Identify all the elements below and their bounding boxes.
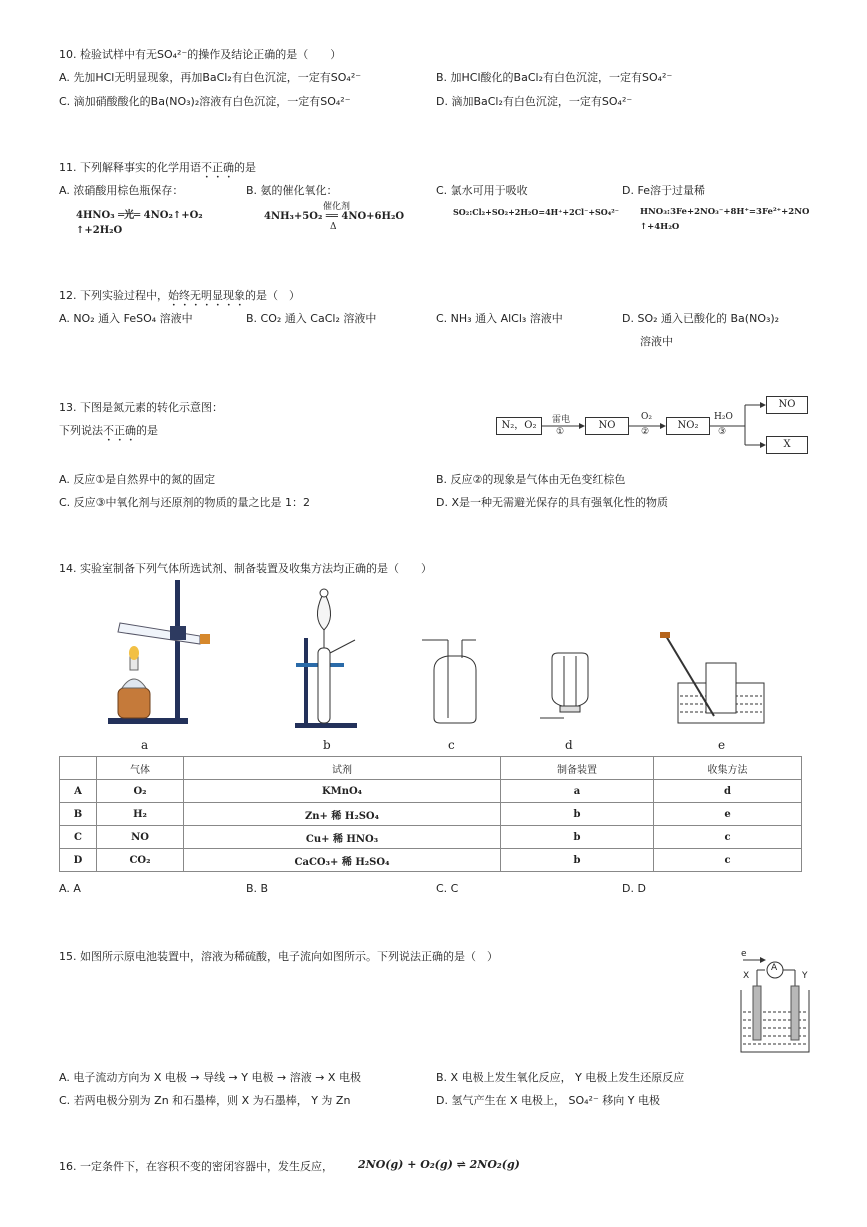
q11-option-d[interactable]: D. Fe溶于过量稀 (622, 184, 705, 197)
fig-label-e: e (741, 949, 747, 959)
table-row (60, 780, 802, 803)
table-cell: b (501, 849, 654, 872)
q13-option-a[interactable]: A. 反应①是自然界中的氮的固定 (59, 473, 216, 486)
table-header-row (60, 757, 802, 780)
q11-b-equation: 4NH₃+5O₂ ══ 4NO+6H₂O (264, 211, 405, 222)
q12-option-b[interactable]: B. CO₂ 通入 CaCl₂ 溶液中 (246, 312, 377, 325)
apparatus-label-e: e (718, 738, 726, 752)
apparatus-label-c: c (448, 738, 455, 752)
label-step-3: ③ (718, 427, 727, 437)
q11-option-b[interactable]: B. 氨的催化氧化： (246, 184, 338, 197)
fig-label-x: X (743, 971, 750, 981)
q11-a-equation-1: 4HNO₃ ═光═ 4NO₂↑+O₂ (76, 210, 203, 221)
table-cell: e (654, 803, 802, 826)
q16-stem: 16. 一定条件下，在容积不变的密闭容器中，发生反应， (59, 1160, 333, 1173)
table-cell: Cu+ 稀 HNO₃ (184, 826, 501, 849)
header-cell: 试剂 (184, 757, 501, 780)
q13-option-b[interactable]: B. 反应②的现象是气体由无色变红棕色 (436, 473, 626, 486)
apparatus-label-a: a (141, 738, 149, 752)
table-cell: NO (97, 826, 184, 849)
table-cell: CO₂ (97, 849, 184, 872)
q13-option-c[interactable]: C. 反应③中氧化剂与还原剂的物质的量之比是 1：2 (59, 496, 311, 509)
table-cell: H₂ (97, 803, 184, 826)
label-step-1: ① (556, 427, 565, 437)
table-cell: d (654, 780, 802, 803)
table-row (60, 803, 802, 826)
q14-apparatus-figure (100, 578, 800, 738)
q11-option-c[interactable]: C. 氯水可用于吸收 (436, 184, 528, 197)
q13-stem: 13. 下图是氮元素的转化示意图： (59, 401, 223, 414)
q13-option-d[interactable]: D. X是一种无需避光保存的具有强氧化性的物质 (436, 496, 668, 509)
diagram-arrows (540, 400, 770, 460)
q10-option-c[interactable]: C. 滴加硝酸酸化的Ba(NO₃)₂溶液有白色沉淀，一定有SO₄²⁻ (59, 95, 351, 108)
label-o2: O₂ (641, 412, 652, 422)
apparatus-label-d: d (565, 738, 573, 752)
q15-option-b[interactable]: B. X 电极上发生氧化反应， Y 电极上发生还原反应 (436, 1071, 685, 1084)
q12-option-d[interactable]: D. SO₂ 通入已酸化的 Ba(NO₃)₂ (622, 312, 780, 325)
apparatus-d (540, 653, 588, 718)
q11-b-condition-bottom: Δ (330, 222, 337, 232)
table-cell: D (60, 849, 97, 872)
q12-stem: 12. 下列实验过程中，始终无明显现象的是（ ） (59, 289, 300, 302)
table-cell: a (501, 780, 654, 803)
q11-stem: 11. 下列解释事实的化学用语不正确的是 (59, 161, 256, 174)
table-cell: c (654, 849, 802, 872)
q15-option-a[interactable]: A. 电子流动方向为 X 电极 → 导线 → Y 电极 → 溶液 → X 电极 (59, 1071, 361, 1084)
table-cell: b (501, 826, 654, 849)
q10-option-a[interactable]: A. 先加HCl无明显现象，再加BaCl₂有白色沉淀，一定有SO₄²⁻ (59, 71, 362, 84)
q14-option-c[interactable]: C. C (436, 882, 459, 895)
table-row (60, 849, 802, 872)
table-cell: Zn+ 稀 H₂SO₄ (184, 803, 501, 826)
q10-stem: 10. 检验试样中有无SO₄²⁻的操作及结论正确的是（ ） (59, 48, 342, 61)
q10-option-b[interactable]: B. 加HCl酸化的BaCl₂有白色沉淀，一定有SO₄²⁻ (436, 71, 673, 84)
q12-option-a[interactable]: A. NO₂ 通入 FeSO₄ 溶液中 (59, 312, 193, 325)
q14-table (59, 756, 802, 872)
q11-option-a[interactable]: A. 浓硝酸用棕色瓶保存： (59, 184, 184, 197)
table-cell: CaCO₃+ 稀 H₂SO₄ (184, 849, 501, 872)
table-cell: O₂ (97, 780, 184, 803)
q15-stem: 15. 如图所示原电池装置中，溶液为稀硫酸，电子流向如图所示。下列说法正确的是（ ） (59, 950, 498, 963)
header-cell (60, 757, 97, 780)
q14-option-d[interactable]: D. D (622, 882, 646, 895)
header-cell: 制备装置 (501, 757, 654, 780)
table-row (60, 826, 802, 849)
q12-option-c[interactable]: C. NH₃ 通入 AlCl₃ 溶液中 (436, 312, 563, 325)
fig-label-ammeter: A (771, 963, 778, 973)
q16-equation: 2NO(g) + O₂(g) ⇌ 2NO₂(g) (358, 1158, 520, 1171)
box-no: NO (585, 417, 629, 435)
table-cell: c (654, 826, 802, 849)
label-step-2: ② (641, 427, 650, 437)
header-cell: 收集方法 (654, 757, 802, 780)
header-cell: 气体 (97, 757, 184, 780)
q15-option-c[interactable]: C. 若两电极分别为 Zn 和石墨棒，则 X 为石墨棒， Y 为 Zn (59, 1094, 351, 1107)
apparatus-b (295, 589, 357, 728)
q14-option-b[interactable]: B. B (246, 882, 269, 895)
fig-label-y: Y (802, 971, 808, 981)
apparatus-c (422, 640, 476, 723)
table-cell: KMnO₄ (184, 780, 501, 803)
apparatus-a (108, 580, 210, 724)
box-n2-o2: N₂，O₂ (496, 417, 542, 435)
q11-d-equation-1: HNO₃:3Fe+2NO₃⁻+8H⁺=3Fe²⁺+2NO (640, 207, 810, 217)
q11-a-equation-2: ↑+2H₂O (76, 225, 123, 236)
box-no-product: NO (766, 396, 808, 414)
table-cell: B (60, 803, 97, 826)
label-h2o: H₂O (714, 412, 733, 422)
table-cell: b (501, 803, 654, 826)
q12-option-d-line2: 溶液中 (640, 335, 673, 348)
apparatus-label-b: b (323, 738, 331, 752)
q10-option-d[interactable]: D. 滴加BaCl₂有白色沉淀，一定有SO₄²⁻ (436, 95, 633, 108)
q11-c-equation: SO₂:Cl₂+SO₂+2H₂O=4H⁺+2Cl⁻+SO₄²⁻ (453, 207, 619, 217)
q11-b-condition-top: 催化剂 (323, 202, 351, 212)
box-no2: NO₂ (666, 417, 710, 435)
q15-option-d[interactable]: D. 氢气产生在 X 电极上， SO₄²⁻ 移向 Y 电极 (436, 1094, 660, 1107)
q14-option-a[interactable]: A. A (59, 882, 81, 895)
box-x: X (766, 436, 808, 454)
q14-stem: 14. 实验室制备下列气体所选试剂、制备装置及收集方法均正确的是（ ） (59, 562, 432, 575)
label-lightning: 雷电 (552, 415, 571, 425)
q11-d-equation-2: ↑+4H₂O (640, 222, 680, 232)
table-cell: C (60, 826, 97, 849)
q13-stem-line2: 下列说法不正确的是 (59, 424, 158, 437)
apparatus-e (660, 632, 764, 723)
table-cell: A (60, 780, 97, 803)
